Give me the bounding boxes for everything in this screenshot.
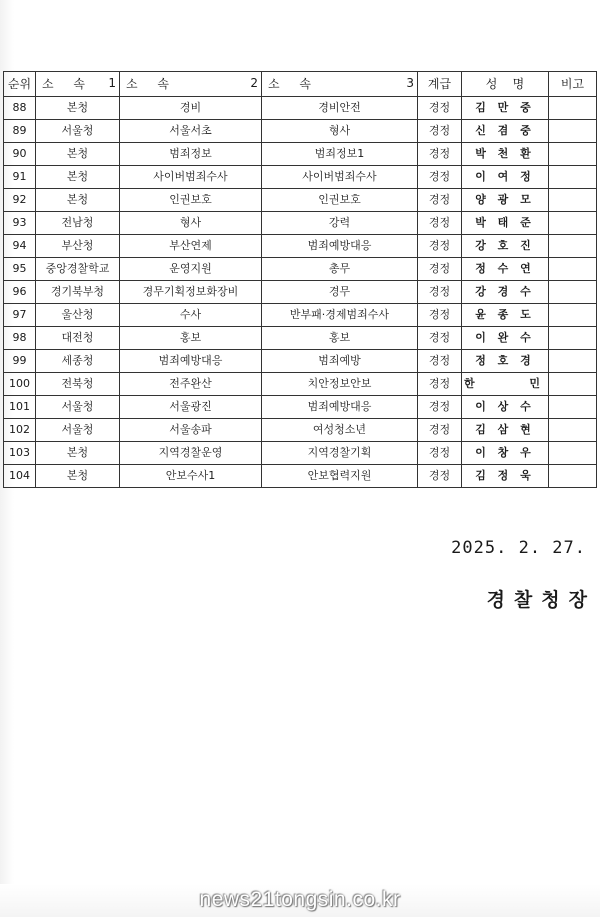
affiliation-1-cell: 본청 xyxy=(36,442,120,465)
affiliation-2-cell: 수사 xyxy=(120,304,262,327)
name-cell: 이 창 우 xyxy=(462,442,549,465)
affiliation-1-cell: 본청 xyxy=(36,465,120,488)
note-cell xyxy=(549,166,597,189)
name-cell: 이 상 수 xyxy=(462,396,549,419)
grade-cell: 경정 xyxy=(418,281,462,304)
rank-cell: 93 xyxy=(4,212,36,235)
header-affiliation-3-label: 소 속 xyxy=(268,77,319,91)
note-cell xyxy=(549,143,597,166)
affiliation-1-cell: 서울청 xyxy=(36,419,120,442)
table-row xyxy=(4,235,597,258)
affiliation-2-cell: 부산연제 xyxy=(120,235,262,258)
note-cell xyxy=(549,350,597,373)
affiliation-1-cell: 서울청 xyxy=(36,396,120,419)
affiliation-3-cell: 범죄정보1 xyxy=(262,143,418,166)
name-cell: 신 겸 중 xyxy=(462,120,549,143)
affiliation-2-cell: 형사 xyxy=(120,212,262,235)
affiliation-3-cell: 치안정보안보 xyxy=(262,373,418,396)
site-watermark: news21tongsin.co.kr xyxy=(199,888,401,911)
affiliation-1-cell: 본청 xyxy=(36,143,120,166)
note-cell xyxy=(549,235,597,258)
rank-cell: 102 xyxy=(4,419,36,442)
table-row xyxy=(4,442,597,465)
table-row xyxy=(4,143,597,166)
note-cell xyxy=(549,465,597,488)
note-cell xyxy=(549,304,597,327)
note-cell xyxy=(549,258,597,281)
grade-cell: 경정 xyxy=(418,97,462,120)
rank-cell: 91 xyxy=(4,166,36,189)
header-rank: 순위 xyxy=(4,72,36,97)
affiliation-3-cell: 지역경찰기획 xyxy=(262,442,418,465)
issuer-signature: 경찰청장 xyxy=(486,589,596,611)
note-cell xyxy=(549,442,597,465)
rank-cell: 96 xyxy=(4,281,36,304)
grade-cell: 경정 xyxy=(418,419,462,442)
rank-cell: 97 xyxy=(4,304,36,327)
note-cell xyxy=(549,97,597,120)
header-note: 비고 xyxy=(549,72,597,97)
rank-cell: 99 xyxy=(4,350,36,373)
affiliation-2-cell: 서울광진 xyxy=(120,396,262,419)
affiliation-3-cell: 범죄예방 xyxy=(262,350,418,373)
table-header-row xyxy=(4,72,597,97)
table-row xyxy=(4,97,597,120)
note-cell xyxy=(549,120,597,143)
note-cell xyxy=(549,396,597,419)
document-date: 2025. 2. 27. xyxy=(451,538,586,558)
grade-cell: 경정 xyxy=(418,189,462,212)
name-part: 민 xyxy=(529,377,540,390)
note-cell xyxy=(549,373,597,396)
affiliation-2-cell: 서울서초 xyxy=(120,120,262,143)
grade-cell: 경정 xyxy=(418,442,462,465)
table-row xyxy=(4,396,597,419)
name-part: 한 xyxy=(464,377,475,390)
affiliation-3-cell: 사이버범죄수사 xyxy=(262,166,418,189)
affiliation-3-cell: 경비안전 xyxy=(262,97,418,120)
grade-cell: 경정 xyxy=(418,350,462,373)
grade-cell: 경정 xyxy=(418,143,462,166)
grade-cell: 경정 xyxy=(418,304,462,327)
rank-cell: 101 xyxy=(4,396,36,419)
affiliation-1-cell: 대전청 xyxy=(36,327,120,350)
affiliation-3-cell: 경무 xyxy=(262,281,418,304)
affiliation-2-cell: 범죄정보 xyxy=(120,143,262,166)
note-cell xyxy=(549,281,597,304)
header-affiliation-1 xyxy=(36,72,120,97)
table-row xyxy=(4,120,597,143)
note-cell xyxy=(549,189,597,212)
name-cell: 정 호 경 xyxy=(462,350,549,373)
name-cell: 박 태 준 xyxy=(462,212,549,235)
name-cell: 김 만 중 xyxy=(462,97,549,120)
table-row xyxy=(4,166,597,189)
affiliation-2-cell: 전주완산 xyxy=(120,373,262,396)
rank-cell: 95 xyxy=(4,258,36,281)
affiliation-2-cell: 사이버범죄수사 xyxy=(120,166,262,189)
affiliation-2-cell: 서울송파 xyxy=(120,419,262,442)
grade-cell: 경정 xyxy=(418,465,462,488)
table-row xyxy=(4,465,597,488)
affiliation-3-cell: 홍보 xyxy=(262,327,418,350)
header-affiliation-1-label: 소 속 xyxy=(42,77,93,91)
grade-cell: 경정 xyxy=(418,166,462,189)
affiliation-1-cell: 서울청 xyxy=(36,120,120,143)
roster-table xyxy=(3,71,597,488)
table-row xyxy=(4,327,597,350)
name-cell: 정 수 연 xyxy=(462,258,549,281)
affiliation-3-cell: 강력 xyxy=(262,212,418,235)
header-affiliation-1-number: 1 xyxy=(108,76,116,90)
affiliation-3-cell: 범죄예방대응 xyxy=(262,396,418,419)
rank-cell: 104 xyxy=(4,465,36,488)
table-row xyxy=(4,304,597,327)
grade-cell: 경정 xyxy=(418,373,462,396)
affiliation-2-cell: 범죄예방대응 xyxy=(120,350,262,373)
affiliation-2-cell: 운영지원 xyxy=(120,258,262,281)
name-cell: 김 삼 현 xyxy=(462,419,549,442)
affiliation-1-cell: 본청 xyxy=(36,189,120,212)
header-affiliation-3 xyxy=(262,72,418,97)
header-affiliation-3-number: 3 xyxy=(406,76,414,90)
affiliation-3-cell: 인권보호 xyxy=(262,189,418,212)
roster-body xyxy=(4,97,597,488)
table-row xyxy=(4,258,597,281)
rank-cell: 89 xyxy=(4,120,36,143)
grade-cell: 경정 xyxy=(418,120,462,143)
name-cell: 강 호 진 xyxy=(462,235,549,258)
affiliation-1-cell: 경기북부청 xyxy=(36,281,120,304)
header-affiliation-2 xyxy=(120,72,262,97)
affiliation-2-cell: 지역경찰운영 xyxy=(120,442,262,465)
name-cell: 이 여 정 xyxy=(462,166,549,189)
affiliation-3-cell: 반부패·경제범죄수사 xyxy=(262,304,418,327)
header-affiliation-2-number: 2 xyxy=(250,76,258,90)
table-row xyxy=(4,373,597,396)
grade-cell: 경정 xyxy=(418,235,462,258)
name-cell xyxy=(462,373,549,396)
affiliation-1-cell: 본청 xyxy=(36,166,120,189)
rank-cell: 98 xyxy=(4,327,36,350)
rank-cell: 100 xyxy=(4,373,36,396)
name-cell: 박 천 환 xyxy=(462,143,549,166)
grade-cell: 경정 xyxy=(418,212,462,235)
rank-cell: 94 xyxy=(4,235,36,258)
affiliation-3-cell: 총무 xyxy=(262,258,418,281)
table-row xyxy=(4,212,597,235)
note-cell xyxy=(549,212,597,235)
name-cell: 김 정 욱 xyxy=(462,465,549,488)
affiliation-3-cell: 여성청소년 xyxy=(262,419,418,442)
affiliation-2-cell: 홍보 xyxy=(120,327,262,350)
grade-cell: 경정 xyxy=(418,327,462,350)
affiliation-1-cell: 전북청 xyxy=(36,373,120,396)
name-cell: 강 경 수 xyxy=(462,281,549,304)
table-row xyxy=(4,419,597,442)
table-row xyxy=(4,189,597,212)
affiliation-1-cell: 중앙경찰학교 xyxy=(36,258,120,281)
affiliation-3-cell: 범죄예방대응 xyxy=(262,235,418,258)
affiliation-3-cell: 안보협력지원 xyxy=(262,465,418,488)
affiliation-1-cell: 본청 xyxy=(36,97,120,120)
rank-cell: 103 xyxy=(4,442,36,465)
note-cell xyxy=(549,419,597,442)
note-cell xyxy=(549,327,597,350)
grade-cell: 경정 xyxy=(418,258,462,281)
header-affiliation-2-label: 소 속 xyxy=(126,77,177,91)
name-cell: 양 광 모 xyxy=(462,189,549,212)
affiliation-2-cell: 인권보호 xyxy=(120,189,262,212)
affiliation-2-cell: 안보수사1 xyxy=(120,465,262,488)
affiliation-1-cell: 세종청 xyxy=(36,350,120,373)
affiliation-2-cell: 경무기획정보화장비 xyxy=(120,281,262,304)
grade-cell: 경정 xyxy=(418,396,462,419)
header-grade: 계급 xyxy=(418,72,462,97)
name-cell: 이 완 수 xyxy=(462,327,549,350)
affiliation-1-cell: 울산청 xyxy=(36,304,120,327)
roster-table-wrap xyxy=(3,71,597,488)
affiliation-2-cell: 경비 xyxy=(120,97,262,120)
rank-cell: 88 xyxy=(4,97,36,120)
affiliation-1-cell: 전남청 xyxy=(36,212,120,235)
affiliation-1-cell: 부산청 xyxy=(36,235,120,258)
table-row xyxy=(4,350,597,373)
affiliation-3-cell: 형사 xyxy=(262,120,418,143)
header-name: 성 명 xyxy=(462,72,549,97)
table-row xyxy=(4,281,597,304)
name-cell: 윤 종 도 xyxy=(462,304,549,327)
rank-cell: 92 xyxy=(4,189,36,212)
rank-cell: 90 xyxy=(4,143,36,166)
